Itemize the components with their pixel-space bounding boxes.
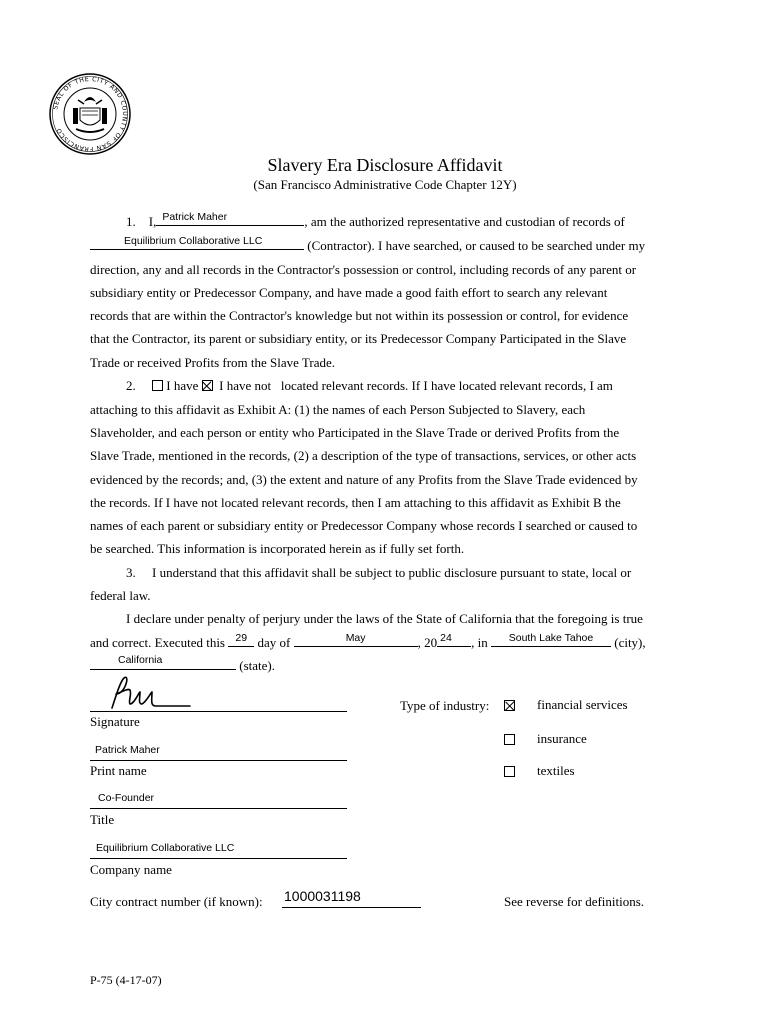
- form-id: P-75 (4-17-07): [90, 973, 162, 987]
- title-line[interactable]: [90, 808, 347, 809]
- contractor-field-value: Equilibrium Collaborative LLC: [124, 235, 263, 247]
- city-field-value: South Lake Tahoe: [508, 632, 594, 644]
- seal-graphic: [48, 72, 132, 156]
- contractor-field[interactable]: [90, 235, 304, 250]
- print-name-label: Print name: [90, 763, 147, 778]
- year-field-value: 24: [440, 632, 452, 644]
- have-not-label: I have not: [219, 378, 272, 393]
- para2-text-line: evidenced by the records; and, (3) the extent and nature of any Profits from the Slave Trade evidenced by: [90, 472, 638, 487]
- para3-text: I understand that this affidavit shall be subject to public disclosure pursuant to state, local or: [152, 565, 632, 580]
- insurance-label: insurance: [537, 731, 587, 746]
- para1-line1: [126, 211, 625, 230]
- para2-text-line: names of each parent or subsidiary entity or Predecessor Company whose records I searched or caused to: [90, 518, 638, 533]
- para2-text-line: Slaveholder, and each person or entity who Participated in the Slave Trade or derived Profits from the: [90, 425, 620, 440]
- contract-number-label: City contract number (if known):: [90, 894, 263, 909]
- company-value: Equilibrium Collaborative LLC: [96, 842, 235, 854]
- name-field-value: Patrick Maher: [162, 211, 228, 223]
- para1-after-name: , am the authorized representative and custodian of records of: [304, 214, 625, 229]
- para1-text-line: records that are within the Contractor's knowledge but not within its possession or control, for evidence: [90, 308, 629, 323]
- day-field[interactable]: [228, 632, 254, 647]
- para2-after-options: located relevant records. If I have located relevant records, I am: [280, 378, 613, 393]
- para1-after-contractor: (Contractor). I have searched, or caused to be searched under my: [307, 238, 646, 253]
- para2-text-line: Slave Trade, mentioned in the records, (2) a description of the type of transactions, services, or other acts: [90, 448, 637, 463]
- para1-line2: [90, 235, 646, 254]
- textiles-checkbox[interactable]: [504, 766, 515, 777]
- para1-text-line: Trade or received Profits from the Slave Trade.: [90, 355, 336, 370]
- state-field[interactable]: [90, 654, 236, 670]
- day-of-text: day of: [257, 635, 291, 650]
- para1-text-line: direction, any and all records in the Contractor's possession or control, including records of any parent or: [90, 262, 637, 277]
- year-field[interactable]: [437, 632, 471, 647]
- para1-number: 1.: [126, 214, 136, 229]
- financial-services-label: financial services: [537, 697, 628, 712]
- declaration-line1: I declare under penalty of perjury under the laws of the State of California that the foregoing is true: [126, 611, 643, 626]
- print-name-line[interactable]: [90, 760, 347, 761]
- signature-line[interactable]: [90, 711, 347, 712]
- see-reverse-note: See reverse for definitions.: [504, 894, 645, 909]
- industry-option-textiles[interactable]: [504, 763, 575, 781]
- have-checkbox[interactable]: [152, 380, 163, 391]
- in-text: , in: [471, 635, 488, 650]
- para1-text-line: that the Contractor, its parent or subsidiary entity, or its Predecessor Company Participated in the Slave: [90, 331, 627, 346]
- year-prefix: , 20: [417, 635, 438, 650]
- month-field[interactable]: [294, 632, 418, 647]
- handwritten-signature: [104, 672, 194, 714]
- state-field-value: California: [118, 654, 163, 666]
- para3-line2: federal law.: [90, 588, 151, 603]
- industry-option-insurance[interactable]: [504, 731, 587, 749]
- company-line[interactable]: [90, 858, 347, 859]
- month-field-value: May: [345, 632, 366, 644]
- para2-text-line: attaching to this affidavit as Exhibit A: (1) the names of each Person Subjected to Slavery, each: [90, 402, 586, 417]
- contract-number-value: 1000031198: [284, 888, 361, 904]
- have-not-checkbox[interactable]: [202, 380, 213, 391]
- city-seal: [48, 72, 132, 156]
- para2-line1: [126, 378, 613, 394]
- city-field[interactable]: [491, 632, 611, 647]
- textiles-label: textiles: [537, 763, 575, 778]
- executed-text: and correct. Executed this: [90, 635, 225, 650]
- seal-ring-text: SEAL OF THE CITY AND COUNTY OF SAN FRANCISCO: [52, 75, 129, 153]
- title-label: Title: [90, 812, 115, 827]
- para1-text-line: subsidiary entity or Predecessor Company, and have made a good faith effort to search any relevant: [90, 285, 608, 300]
- day-field-value: 29: [235, 632, 248, 644]
- industry-option-financial[interactable]: [504, 697, 628, 715]
- para2-text-line: the records. If I have not located relevant records, then I am attaching to this affidavit as Exhibit B the: [90, 495, 621, 510]
- contract-number-field[interactable]: [282, 888, 421, 908]
- print-name-value: Patrick Maher: [95, 744, 160, 756]
- page-title: Slavery Era Disclosure Affidavit: [267, 155, 503, 175]
- para3-number: 3.: [126, 565, 136, 580]
- financial-services-checkbox[interactable]: [504, 700, 515, 711]
- industry-label: Type of industry:: [400, 698, 490, 713]
- company-label: Company name: [90, 862, 172, 877]
- page-subtitle: (San Francisco Administrative Code Chapter 12Y): [253, 177, 517, 192]
- title-value: Co-Founder: [98, 792, 155, 804]
- declaration-line2: [90, 632, 646, 651]
- para1-i-prefix: I,: [148, 214, 157, 229]
- signature-label: Signature: [90, 714, 140, 729]
- insurance-checkbox[interactable]: [504, 734, 515, 745]
- state-label: (state).: [239, 658, 275, 673]
- city-label: (city),: [614, 635, 646, 650]
- para3-line1: [126, 565, 631, 581]
- para2-number: 2.: [126, 378, 136, 393]
- para2-text-line: be searched. This information is incorporated herein as if fully set forth.: [90, 541, 465, 556]
- name-field[interactable]: [156, 211, 304, 226]
- have-label: I have: [166, 378, 199, 393]
